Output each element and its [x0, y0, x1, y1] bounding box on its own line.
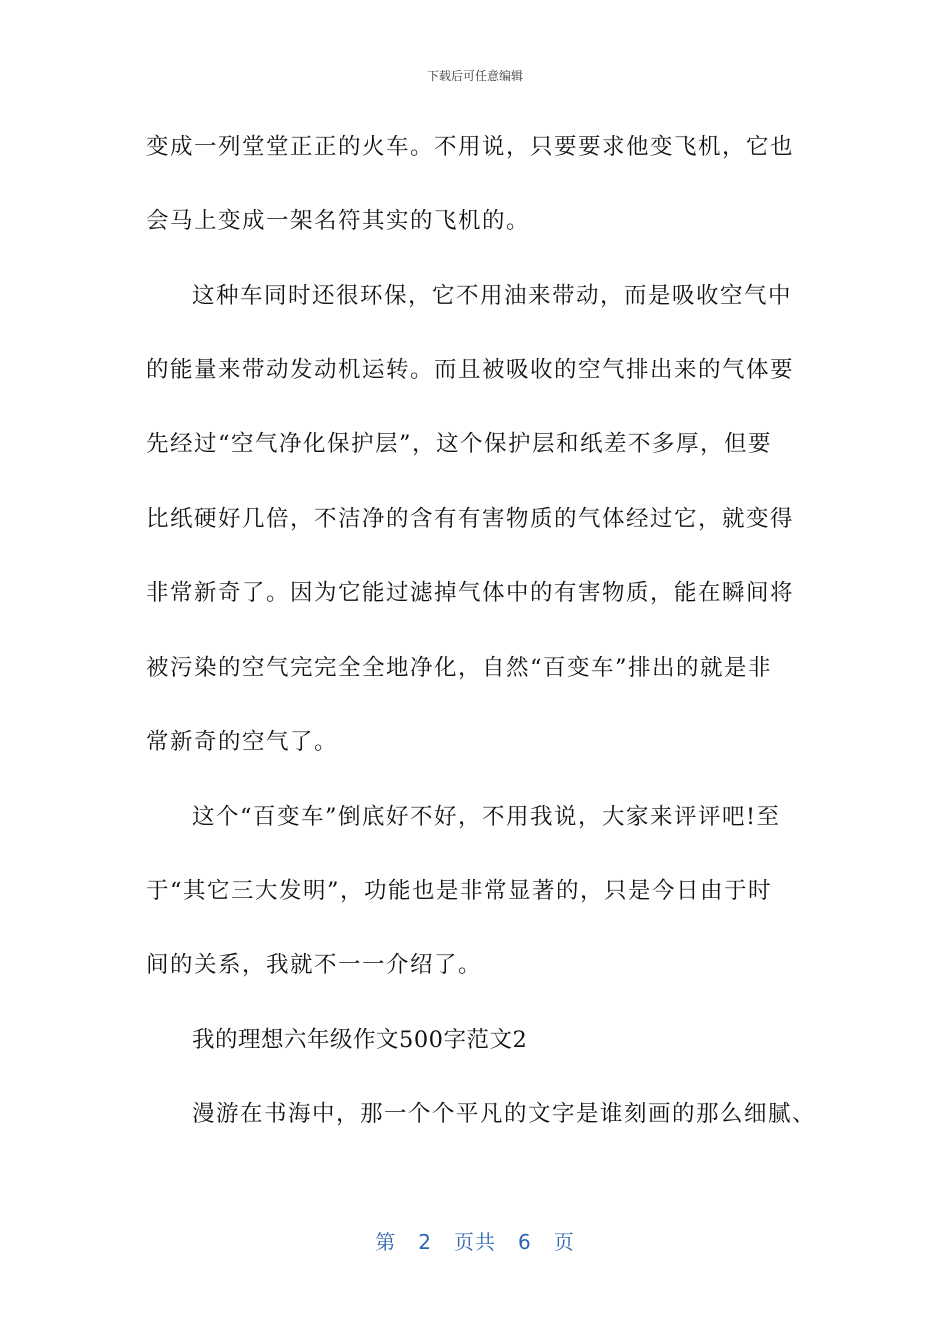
text-line: 变成一列堂堂正正的火车。不用说，只要要求他变飞机，它也 — [146, 134, 795, 160]
text-line: 非常新奇了。因为它能过滤掉气体中的有害物质，能在瞬间将 — [146, 580, 795, 606]
header-note: 下载后可任意编辑 — [426, 69, 523, 83]
page-label-prefix: 第 — [375, 1230, 397, 1254]
section-heading: 我的理想六年级作文500字范文2 — [192, 1027, 528, 1053]
text-line: 这个“百变车”倒底好不好，不用我说，大家来评评吧!至 — [192, 804, 781, 830]
text-line: 会马上变成一架名符其实的飞机的。 — [146, 208, 531, 234]
text-line: 被污染的空气完完全全地净化，自然“百变车”排出的就是非 — [146, 655, 773, 681]
total-pages-number: 6 — [518, 1230, 532, 1254]
text-line: 先经过“空气净化保护层”，这个保护层和纸差不多厚，但要 — [146, 431, 773, 457]
text-line: 的能量来带动发动机运转。而且被吸收的空气排出来的气体要 — [146, 357, 795, 383]
text-line: 这种车同时还很环保，它不用油来带动，而是吸收空气中 — [192, 283, 793, 309]
page-label-suffix: 页 — [553, 1230, 575, 1254]
text-line: 常新奇的空气了。 — [146, 729, 339, 755]
page-footer — [0, 1226, 950, 1255]
current-page-number: 2 — [418, 1230, 432, 1254]
text-line: 间的关系，我就不一一介绍了。 — [146, 952, 483, 978]
page-label-mid: 页共 — [454, 1230, 496, 1254]
text-line: 于“其它三大发明”，功能也是非常显著的，只是今日由于时 — [146, 878, 773, 904]
text-line: 比纸硬好几倍，不洁净的含有有害物质的气体经过它，就变得 — [146, 506, 795, 532]
text-line: 漫游在书海中，那一个个平凡的文字是谁刻画的那么细腻、 — [192, 1101, 817, 1127]
